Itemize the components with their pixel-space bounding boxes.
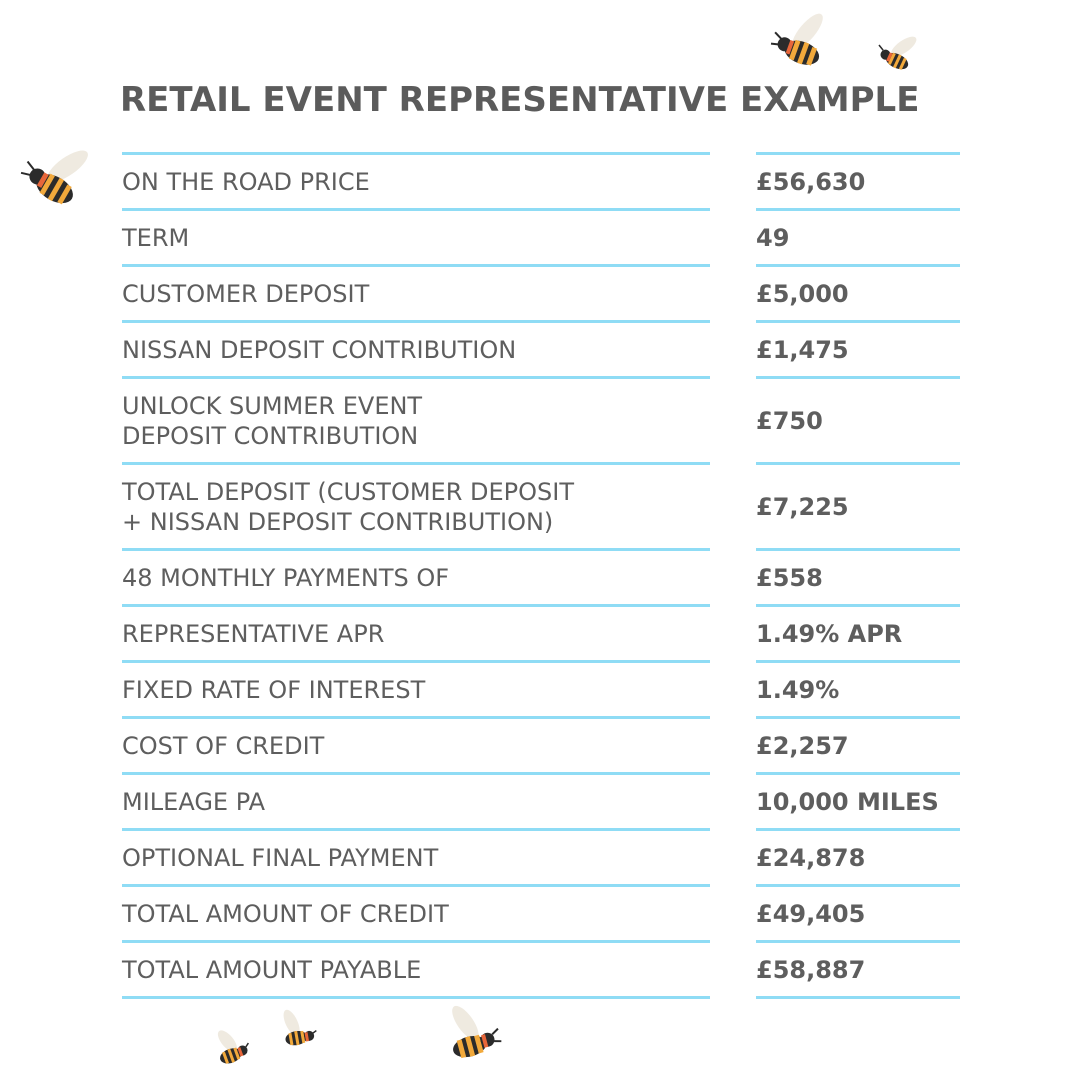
table-row bbox=[122, 551, 960, 604]
row-value: 1.49% APR bbox=[756, 619, 903, 648]
row-label: UNLOCK SUMMER EVENT DEPOSIT CONTRIBUTION bbox=[122, 391, 423, 450]
row-value: 10,000 MILES bbox=[756, 787, 939, 816]
row-value: 1.49% bbox=[756, 675, 840, 704]
table-row bbox=[122, 267, 960, 320]
row-value: £5,000 bbox=[756, 279, 849, 308]
table-row bbox=[122, 211, 960, 264]
table-row bbox=[122, 943, 960, 996]
row-value: £2,257 bbox=[756, 731, 849, 760]
table-row bbox=[122, 323, 960, 376]
bee-icon bbox=[18, 138, 92, 218]
row-label: ON THE ROAD PRICE bbox=[122, 167, 370, 196]
table-row bbox=[122, 155, 960, 208]
row-label: TOTAL AMOUNT PAYABLE bbox=[122, 955, 422, 984]
bee-icon bbox=[768, 6, 834, 76]
bee-icon bbox=[276, 1008, 318, 1056]
row-value: £750 bbox=[756, 406, 823, 435]
row-label: OPTIONAL FINAL PAYMENT bbox=[122, 843, 439, 872]
row-value: £56,630 bbox=[756, 167, 866, 196]
row-label: COST OF CREDIT bbox=[122, 731, 325, 760]
row-label: 48 MONTHLY PAYMENTS OF bbox=[122, 563, 450, 592]
row-label: TERM bbox=[122, 223, 190, 252]
row-value: £58,887 bbox=[756, 955, 866, 984]
page-title: RETAIL EVENT REPRESENTATIVE EXAMPLE bbox=[120, 80, 920, 120]
row-divider bbox=[122, 996, 960, 999]
row-label: NISSAN DEPOSIT CONTRIBUTION bbox=[122, 335, 517, 364]
row-value: £558 bbox=[756, 563, 823, 592]
row-label: REPRESENTATIVE APR bbox=[122, 619, 385, 648]
table-row bbox=[122, 379, 960, 462]
row-value: 49 bbox=[756, 223, 790, 252]
row-label: TOTAL DEPOSIT (CUSTOMER DEPOSIT + NISSAN DEPOSIT CONTRIBUTION) bbox=[122, 477, 575, 536]
table-row bbox=[122, 775, 960, 828]
bee-icon bbox=[872, 30, 918, 78]
table-row bbox=[122, 465, 960, 548]
row-value: £49,405 bbox=[756, 899, 866, 928]
representative-example-table bbox=[122, 152, 960, 999]
row-label: FIXED RATE OF INTEREST bbox=[122, 675, 426, 704]
table-row bbox=[122, 663, 960, 716]
row-label: MILEAGE PA bbox=[122, 787, 266, 816]
table-row bbox=[122, 607, 960, 660]
row-value: £1,475 bbox=[756, 335, 849, 364]
row-value: £24,878 bbox=[756, 843, 866, 872]
row-label: TOTAL AMOUNT OF CREDIT bbox=[122, 899, 449, 928]
table-row bbox=[122, 887, 960, 940]
row-value: £7,225 bbox=[756, 492, 849, 521]
bee-icon bbox=[208, 1028, 252, 1072]
row-label: CUSTOMER DEPOSIT bbox=[122, 279, 370, 308]
table-row bbox=[122, 719, 960, 772]
table-row bbox=[122, 831, 960, 884]
bee-icon bbox=[440, 1002, 502, 1068]
